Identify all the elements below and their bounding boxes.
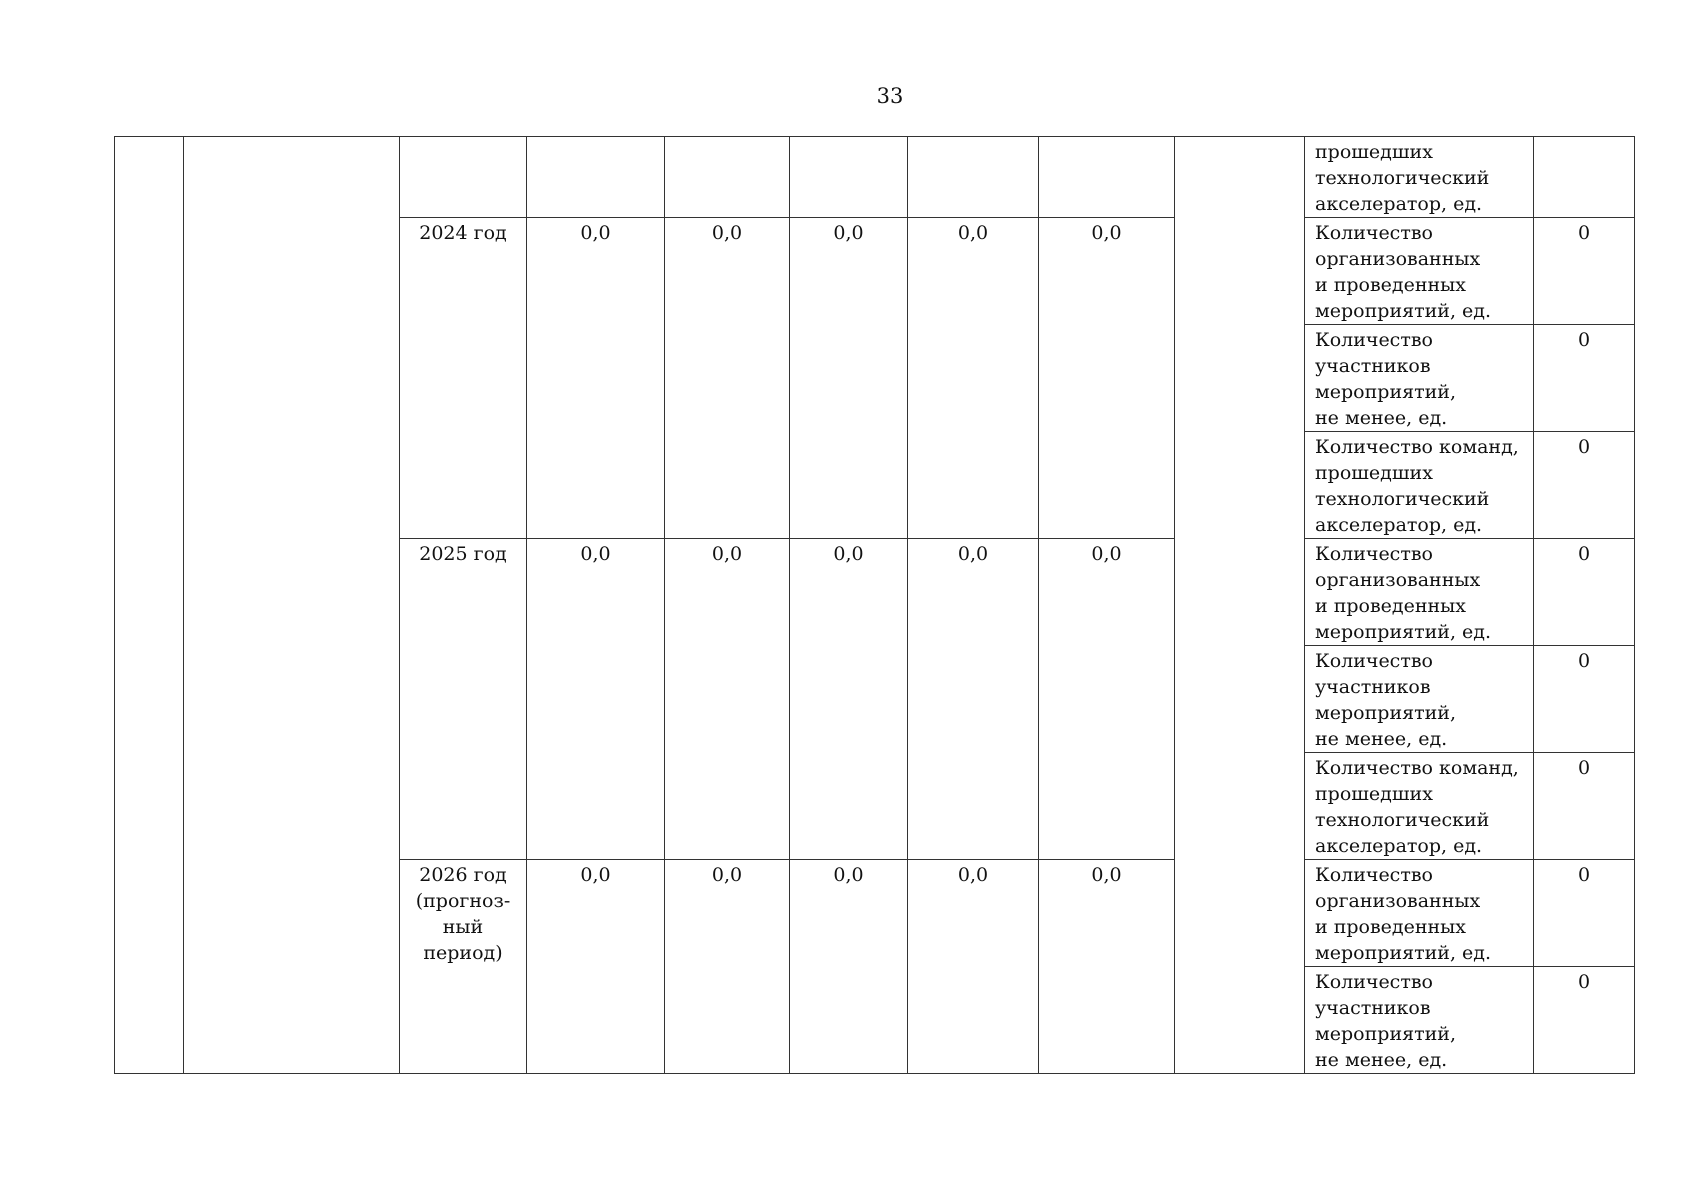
table-row <box>115 137 1635 218</box>
value-cell: 0,0 <box>527 860 665 1074</box>
indicator-name: Количество организованных и проведенных мероприятий, ед. <box>1305 860 1534 967</box>
value-cell <box>908 137 1039 218</box>
indicator-name: Количество команд, прошедших технологический акселератор, ед. <box>1305 753 1534 860</box>
value-cell: 0,0 <box>908 860 1039 1074</box>
indicator-value: 0 <box>1534 432 1635 539</box>
indicator-value: 0 <box>1534 753 1635 860</box>
value-cell: 0,0 <box>1039 539 1175 860</box>
indicator-name: Количество организованных и проведенных мероприятий, ед. <box>1305 539 1534 646</box>
indicator-value: 0 <box>1534 539 1635 646</box>
program-table <box>114 136 1635 1074</box>
value-cell: 0,0 <box>665 860 790 1074</box>
value-cell: 0,0 <box>790 218 908 539</box>
value-cell <box>1039 137 1175 218</box>
value-cell <box>790 137 908 218</box>
indicator-name: Количество организованных и проведенных мероприятий, ед. <box>1305 218 1534 325</box>
value-cell: 0,0 <box>908 218 1039 539</box>
indicator-name: Количество команд, прошедших технологический акселератор, ед. <box>1305 432 1534 539</box>
page-number: 33 <box>876 84 904 108</box>
indicator-name: Количество участников мероприятий, не менее, ед. <box>1305 325 1534 432</box>
year-cell: 2025 год <box>400 539 527 860</box>
value-cell: 0,0 <box>908 539 1039 860</box>
indicator-name: Количество участников мероприятий, не менее, ед. <box>1305 646 1534 753</box>
value-cell: 0,0 <box>1039 218 1175 539</box>
executor-cell <box>1175 137 1305 1074</box>
indicator-name: Количество участников мероприятий, не менее, ед. <box>1305 967 1534 1074</box>
value-cell <box>665 137 790 218</box>
value-cell <box>527 137 665 218</box>
value-cell: 0,0 <box>527 218 665 539</box>
year-cell: 2024 год <box>400 218 527 539</box>
indicator-value: 0 <box>1534 646 1635 753</box>
value-cell: 0,0 <box>1039 860 1175 1074</box>
year-cell <box>400 137 527 218</box>
number-cell <box>115 137 184 1074</box>
indicator-name: прошедших технологический акселератор, ед. <box>1305 137 1534 218</box>
value-cell: 0,0 <box>790 860 908 1074</box>
indicator-value: 0 <box>1534 325 1635 432</box>
indicator-value: 0 <box>1534 218 1635 325</box>
indicator-value <box>1534 137 1635 218</box>
indicator-value: 0 <box>1534 967 1635 1074</box>
value-cell: 0,0 <box>665 539 790 860</box>
year-cell: 2026 год (прогноз- ный период) <box>400 860 527 1074</box>
value-cell: 0,0 <box>527 539 665 860</box>
value-cell: 0,0 <box>790 539 908 860</box>
indicator-value: 0 <box>1534 860 1635 967</box>
value-cell: 0,0 <box>665 218 790 539</box>
event-name-cell <box>184 137 400 1074</box>
